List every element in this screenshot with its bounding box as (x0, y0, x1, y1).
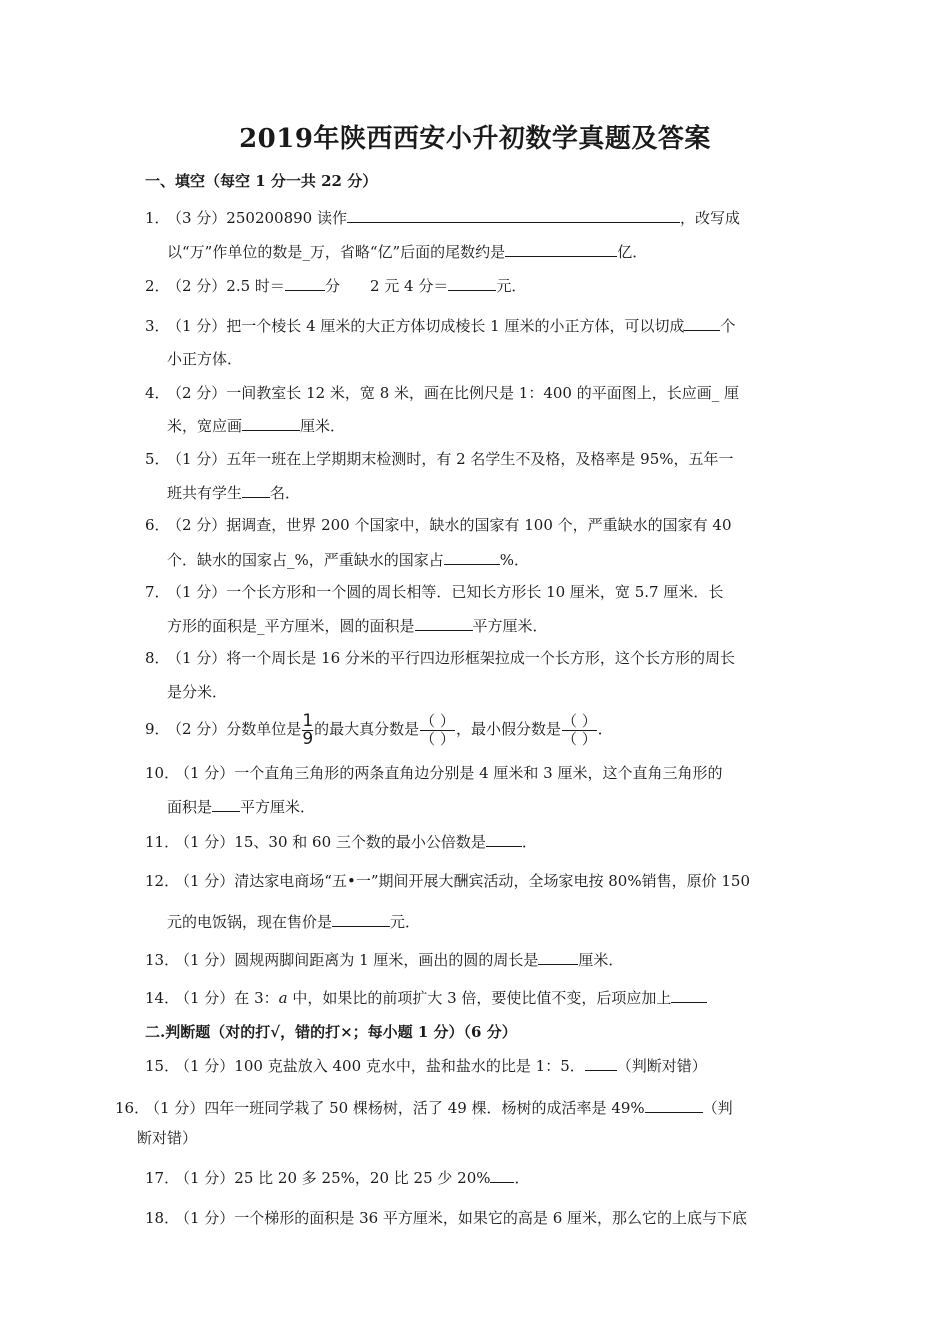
question-9 (145, 710, 613, 748)
question-number: 3． (145, 317, 170, 335)
answer-blank[interactable] (415, 616, 473, 631)
question-text: 亿． (617, 243, 648, 261)
question-16 (115, 1098, 733, 1117)
question-11 (145, 832, 537, 851)
question-number: 11． (145, 833, 180, 851)
fraction-numerator: （ ） (420, 711, 455, 730)
answer-blank[interactable] (645, 1098, 703, 1113)
question-6 (145, 516, 732, 534)
question-text: %． (499, 551, 530, 569)
question-text: ，改写成 (679, 209, 740, 227)
page-title: 2019年陕西西安小升初数学真题及答案 (239, 124, 711, 154)
answer-blank[interactable] (585, 1056, 617, 1071)
question-text: （1 分）一个长方形和一个圆的周长相等．已知长方形长 10 厘米，宽 5.7 厘米．长 (167, 583, 724, 601)
question-text: 平方厘米． (240, 798, 316, 816)
question-text: （1 分）圆规两脚间距离为 1 厘米，画出的圆的周长是 (175, 951, 539, 969)
section-2-heading: 二.判断题（对的打√，错的打×；每小题 1 分）（6 分） (145, 1023, 517, 1041)
fraction-numerator: 1 (302, 710, 314, 731)
question-text: 中，如果比的前项扩大 3 倍，要使比值不变，后项应加上 (287, 989, 672, 1007)
question-1-continued (167, 242, 647, 261)
question-text: 元． (496, 277, 527, 295)
question-6-continued (167, 550, 529, 569)
question-16-continued (137, 1129, 197, 1147)
answer-blank[interactable] (486, 832, 522, 847)
question-text: ，最小假分数是 (455, 720, 561, 738)
answer-fraction[interactable] (420, 713, 455, 748)
question-text: （2 分）分数单位是 (167, 720, 302, 738)
question-4-continued (167, 416, 345, 435)
question-10-continued (167, 797, 315, 816)
question-3-continued (167, 350, 242, 368)
question-number: 15． (145, 1057, 180, 1075)
question-text: 面积是 (167, 798, 213, 816)
question-5 (145, 450, 734, 468)
question-text: （1 分）五年一班在上学期期末检测时，有 2 名学生不及格，及格率是 95%，五年一 (167, 450, 734, 468)
answer-blank[interactable] (332, 912, 390, 927)
answer-blank[interactable] (347, 208, 680, 223)
question-10 (145, 764, 722, 782)
question-text: 元． (390, 913, 421, 931)
question-text: 个 (720, 317, 736, 335)
question-text: ． (597, 720, 613, 738)
answer-blank[interactable] (448, 276, 496, 291)
answer-blank[interactable] (490, 1168, 514, 1183)
question-text: 平方厘米． (472, 617, 548, 635)
question-number: 7． (145, 583, 170, 601)
fraction-denominator: （ ） (561, 729, 597, 748)
answer-blank[interactable] (242, 483, 270, 498)
question-15 (145, 1056, 707, 1075)
fraction-denominator: 9 (302, 728, 314, 749)
question-text: 是分米． (167, 683, 228, 701)
question-number: 12． (145, 872, 180, 890)
question-text: 断对错） (137, 1129, 198, 1147)
question-text: （1 分）一个直角三角形的两条直角边分别是 4 厘米和 3 厘米，这个直角三角形的 (175, 764, 723, 782)
question-number: 13． (145, 951, 180, 969)
question-7-continued (167, 616, 548, 635)
question-13 (145, 950, 623, 969)
answer-blank[interactable] (444, 550, 500, 565)
answer-blank[interactable] (242, 416, 300, 431)
question-12-continued (167, 912, 420, 931)
question-text: （2 分）一间教室长 12 米，宽 8 米，画在比例尺是 1：400 的平面图上，长应画_ 厘 (167, 384, 739, 402)
fraction-denominator: （ ） (420, 729, 455, 748)
question-text: （1 分）四年一班同学栽了 50 棵杨树，活了 49 棵．杨树的成活率是 49% (145, 1099, 645, 1117)
question-number: 14． (145, 989, 180, 1007)
question-text: 的最大真分数是 (314, 720, 420, 738)
question-text: 米，宽应画 (167, 417, 243, 435)
answer-blank[interactable] (671, 988, 707, 1003)
question-text: 元的电饭锅，现在售价是 (167, 913, 333, 931)
answer-blank[interactable] (684, 316, 720, 331)
question-text: 以“万”作单位的数是_万，省略“亿”后面的尾数约是 (167, 243, 506, 261)
question-4 (145, 384, 739, 402)
question-8-continued (167, 683, 227, 701)
question-text: （判 (702, 1099, 733, 1117)
question-text: 厘米． (300, 417, 346, 435)
question-number: 10． (145, 764, 180, 782)
question-text: （1 分）将一个周长是 16 分米的平行四边形框架拉成一个长方形，这个长方形的周长 (167, 649, 735, 667)
answer-blank[interactable] (285, 276, 325, 291)
question-text: ． (514, 1169, 530, 1187)
question-text: 名． (270, 484, 301, 502)
question-number: 4． (145, 384, 170, 402)
answer-fraction[interactable] (562, 713, 597, 748)
question-text: （1 分）15、30 和 60 三个数的最小公倍数是 (175, 833, 486, 851)
question-text: （1 分）一个梯形的面积是 36 平方厘米，如果它的高是 6 厘米，那么它的上底与下底 (175, 1209, 748, 1227)
question-3 (145, 316, 736, 335)
answer-blank[interactable] (212, 797, 240, 812)
question-text: 小正方体． (167, 350, 243, 368)
question-text: （2 分）据调查，世界 200 个国家中，缺水的国家有 100 个，严重缺水的国家有 40 (167, 516, 732, 534)
question-18 (145, 1209, 747, 1227)
question-text: （3 分）250200890 读作 (167, 209, 347, 227)
question-2 (145, 276, 526, 295)
question-number: 16． (115, 1099, 150, 1117)
question-number: 5． (145, 450, 170, 468)
section-1-heading: 一、填空（每空 1 分一共 22 分） (145, 172, 378, 190)
question-text: （1 分）100 克盐放入 400 克水中，盐和盐水的比是 1：5． (175, 1057, 585, 1075)
question-12 (145, 872, 750, 890)
question-number: 9． (145, 720, 170, 738)
question-number: 18． (145, 1209, 180, 1227)
question-number: 1． (145, 209, 170, 227)
variable-a: a (278, 989, 288, 1007)
question-text: ． (521, 833, 537, 851)
question-17 (145, 1168, 530, 1187)
question-text: （1 分）把一个棱长 4 厘米的大正方体切成棱长 1 厘米的小正方体，可以切成 (167, 317, 685, 335)
fraction-unit (302, 710, 314, 749)
question-8 (145, 649, 735, 667)
question-number: 8． (145, 649, 170, 667)
question-5-continued (167, 483, 300, 502)
answer-blank[interactable] (505, 242, 617, 257)
question-7 (145, 583, 723, 601)
question-text: 班共有学生 (167, 484, 243, 502)
question-14 (145, 988, 707, 1007)
question-1 (145, 208, 740, 227)
question-text: （1 分）清达家电商场“五•一”期间开展大酬宾活动，全场家电按 80%销售，原价 150 (175, 872, 751, 890)
question-text: 厘米． (578, 951, 624, 969)
question-text: （1 分）在 3： (175, 989, 279, 1007)
question-number: 6． (145, 516, 170, 534)
question-text: 分 2 元 4 分＝ (324, 277, 449, 295)
question-text: 个．缺水的国家占_%，严重缺水的国家占 (167, 551, 444, 569)
question-text: （2 分）2.5 时＝ (167, 277, 285, 295)
question-number: 17． (145, 1169, 180, 1187)
question-number: 2． (145, 277, 170, 295)
answer-blank[interactable] (538, 950, 578, 965)
question-text: （判断对错） (616, 1057, 707, 1075)
question-text: （1 分）25 比 20 多 25%，20 比 25 少 20% (175, 1169, 491, 1187)
fraction-numerator: （ ） (561, 711, 597, 730)
question-text: 方形的面积是_平方厘米，圆的面积是 (167, 617, 415, 635)
